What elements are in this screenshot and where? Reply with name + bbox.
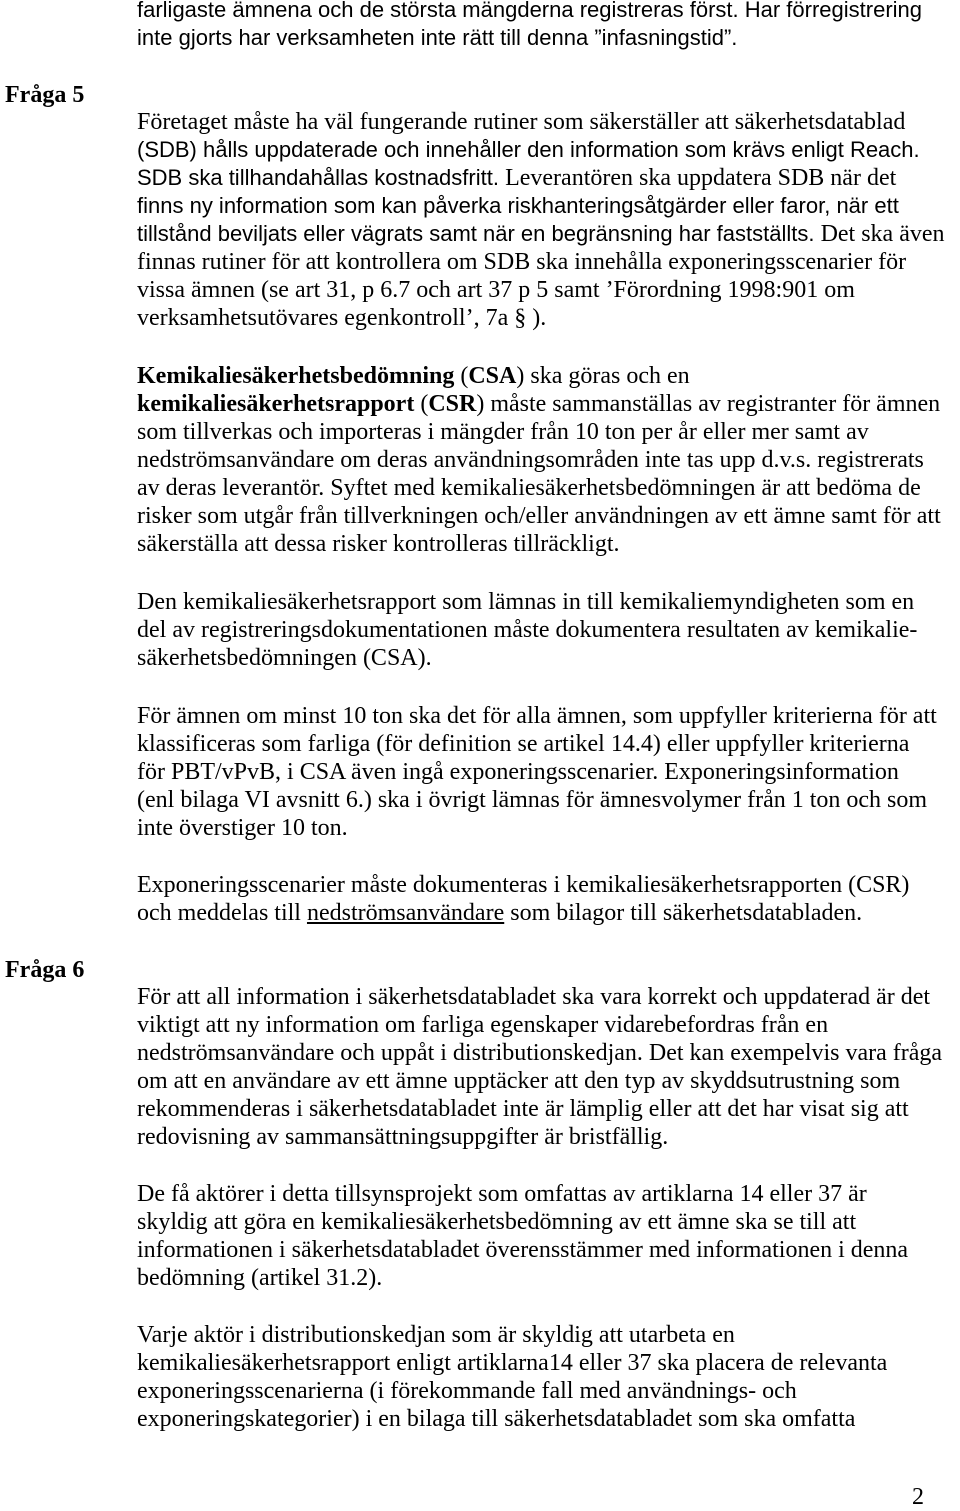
text-line: risker som utgår från tillverkningen och/eller användningen av ett ämne samt för att — [137, 503, 941, 529]
term-csa: Kemikaliesäkerhetsbedömning — [137, 363, 455, 389]
text-segment: Leverantören ska uppdatera SDB när det — [505, 165, 897, 191]
text-line: (enl bilaga VI avsnitt 6.) ska i övrigt lämnas för ämnesvolymer från 1 ton och som — [137, 787, 928, 813]
text-line: rekommenderas i säkerhetsdatabladet inte är lämplig eller att det har visat sig att — [137, 1096, 909, 1122]
text-line: för PBT/vPvB, i CSA även ingå exponeringsscenarier. Exponeringsinformation — [137, 759, 899, 785]
text-line: Varje aktör i distributionskedjan som är skyldig att utarbeta en — [137, 1322, 735, 1348]
text-line: klassificeras som farliga (för definition se artikel 14.4) eller uppfyller kriterierna — [137, 731, 910, 757]
text-segment: som bilagor till säkerhetsdatabladen. — [504, 900, 863, 926]
intro-continuation — [137, 0, 922, 52]
text-line: inte överstiger 10 ton. — [137, 815, 348, 841]
text-line: För att all information i säkerhetsdatabladet ska vara korrekt och uppdaterad är det — [137, 984, 931, 1010]
page-number: 2 — [912, 1484, 924, 1510]
question-6-label: Fråga 6 — [5, 957, 85, 983]
text-line: Den kemikaliesäkerhetsrapport som lämnas in till kemikaliemyndigheten som en — [137, 589, 915, 615]
text-line: nedströmsanvändare och uppåt i distributionskedjan. Det kan exempelvis vara fråga — [137, 1040, 943, 1066]
text-line: finns ny information som kan påverka riskhanteringsåtgärder eller faror, när ett — [137, 193, 899, 218]
text-line: De få aktörer i detta tillsynsprojekt som omfattas av artiklarna 14 eller 37 är — [137, 1181, 867, 1207]
q5-csa-paragraph — [137, 362, 941, 558]
text-line — [137, 220, 945, 248]
text-segment: tillstånd beviljats eller vägrats samt när en begränsning har fastställts. — [137, 221, 821, 246]
q6-information-paragraph — [137, 983, 942, 1151]
text-segment: och meddelas till — [137, 900, 307, 926]
text-line: redovisning av sammansättningsuppgifter är bristfällig. — [137, 1124, 669, 1150]
text-line: vissa ämnen (se art 31, p 6.7 och art 37 p 5 samt ’Förordning 1998:901 om — [137, 277, 855, 303]
q5-sdb-paragraph — [137, 108, 945, 332]
text-segment: ( — [414, 391, 429, 417]
q6-supply-chain-paragraph — [137, 1321, 887, 1433]
text-line: del av registreringsdokumentationen måste dokumentera resultaten av kemikalie- — [137, 617, 918, 643]
text-line: av deras leverantör. Syftet med kemikaliesäkerhetsbedömningen är att bedöma de — [137, 475, 921, 501]
q5-volumes-paragraph — [137, 702, 937, 842]
text-line: säkerhetsbedömningen (CSA). — [137, 645, 432, 671]
text-segment: ) ska göras och en — [516, 363, 690, 389]
text-line: som tillverkas och importeras i mängder från 10 ton per år eller mer samt av — [137, 419, 869, 445]
text-line: bedömning (artikel 31.2). — [137, 1265, 383, 1291]
text-segment: ) måste sammanställas av registranter för ämnen — [476, 391, 941, 417]
text-line: nedströmsanvändare om deras användningsområden inte tas upp d.v.s. registrerats — [137, 447, 924, 473]
text-line: exponeringskategorier) i en bilaga till säkerhetsdatabladet som ska omfatta — [137, 1406, 856, 1432]
abbr-csr: CSR — [428, 391, 477, 417]
q5-scenarios-paragraph — [137, 871, 909, 927]
text-line: farligaste ämnena och de största mängderna registreras först. Har förregistrering — [137, 0, 923, 22]
text-line: inte gjorts har verksamheten inte rätt till denna ”infasningstid”. — [137, 25, 738, 50]
text-line — [137, 362, 941, 390]
q6-actors-paragraph — [137, 1180, 908, 1292]
text-line — [137, 390, 941, 418]
text-line: finnas rutiner för att kontrollera om SDB ska innehålla exponeringsscenarier för — [137, 249, 907, 275]
text-segment: ( — [454, 363, 469, 389]
text-line — [137, 164, 945, 192]
text-line: Företaget måste ha väl fungerande rutiner som säkerställer att säkerhetsdatablad — [137, 109, 906, 135]
text-segment: Det ska även — [820, 221, 945, 247]
text-line: kemikaliesäkerhetsrapport enligt artiklarna14 eller 37 ska placera de relevanta — [137, 1350, 888, 1376]
text-line: exponeringsscenarierna (i förekommande fall med användnings- och — [137, 1378, 797, 1404]
text-line: (SDB) hålls uppdaterade och innehåller den information som krävs enligt Reach. — [137, 137, 920, 162]
underlined-term: nedströmsanvändare — [306, 900, 505, 926]
q5-csr-paragraph — [137, 588, 917, 672]
text-line: informationen i säkerhetsdatabladet överensstämmer med informationen i denna — [137, 1237, 909, 1263]
text-segment: SDB ska tillhandahållas kostnadsfritt. — [137, 165, 506, 190]
question-5-label: Fråga 5 — [5, 82, 85, 108]
term-csr: kemikaliesäkerhetsrapport — [137, 391, 415, 417]
text-line: Exponeringsscenarier måste dokumenteras i kemikaliesäkerhetsrapporten (CSR) — [137, 872, 910, 898]
text-line: skyldig att göra en kemikaliesäkerhetsbedömning av ett ämne ska se till att — [137, 1209, 857, 1235]
text-line: För ämnen om minst 10 ton ska det för alla ämnen, som uppfyller kriterierna för att — [137, 703, 937, 729]
abbr-csa: CSA — [468, 363, 517, 389]
text-line — [137, 899, 909, 927]
text-line: verksamhetsutövares egenkontroll’, 7a § ). — [137, 305, 547, 331]
text-line: säkerställa att dessa risker kontrolleras tillräckligt. — [137, 531, 620, 557]
text-line: om att en användare av ett ämne upptäcker att den typ av skyddsutrustning som — [137, 1068, 901, 1094]
text-line: viktigt att ny information om farliga egenskaper vidarebefordras från en — [137, 1012, 829, 1038]
